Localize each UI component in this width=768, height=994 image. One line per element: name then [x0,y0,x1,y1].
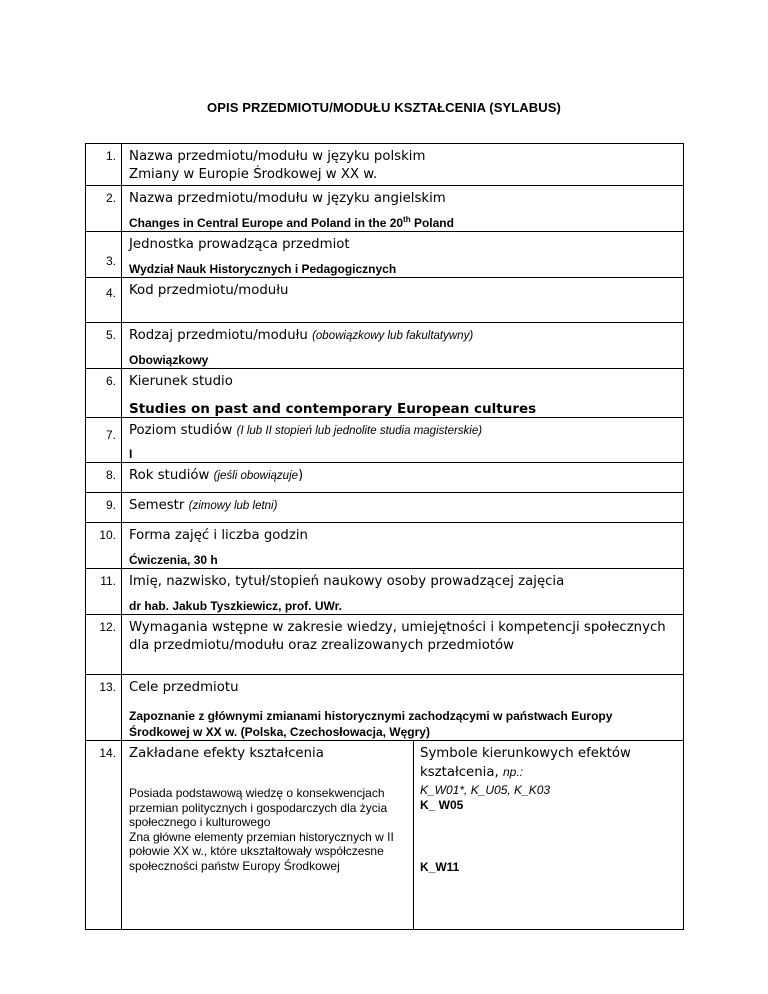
table-row [86,675,684,741]
row-label: Nazwa przedmiotu/modułu w języku polskim [129,149,426,164]
syllabus-table [85,143,684,930]
row-label: Nazwa przedmiotu/modułu w języku angielskim [129,191,446,206]
row-number: 9. [86,493,122,523]
table-row [86,369,684,418]
table-row [86,569,684,615]
row-value: I [129,447,133,461]
row-number: 8. [86,463,122,493]
row-number: 2. [86,186,122,232]
row-label: Imię, nazwisko, tytuł/stopień naukowy osoby prowadzącej zajęcia [129,574,565,589]
row-label: Forma zajęć i liczba godzin [129,528,308,543]
row-value: Zmiany w Europie Środkowej w XX w. [129,167,378,182]
table-row [86,186,684,232]
outcome-text: Posiada podstawową wiedzę o konsekwencjach przemian politycznych i gospodarczych dla życia społecznego i kulturowego [129,786,388,829]
row-label: Poziom studiów (I lub II stopień lub jednolite studia magisterskie) [129,423,483,438]
row-label: Cele przedmiotu [129,680,239,695]
row-label: Jednostka prowadząca przedmiot [129,237,350,252]
row-value: Ćwiczenia, 30 h [129,553,218,567]
row-number: 6. [86,369,122,418]
table-row [86,232,684,278]
table-row [86,418,684,463]
outcomes-section [122,741,683,929]
row-number: 12. [86,615,122,675]
row-number: 14. [86,741,122,930]
row-label: Kod przedmiotu/modułu [129,283,289,298]
symbols-example: K_W01*, K_U05, K_K03 [420,783,551,797]
row-label: Kierunek studio [129,374,233,389]
table-row [86,523,684,569]
row-label: Rodzaj przedmiotu/modułu (obowiązkowy lub fakultatywny) [129,328,474,343]
row-value: Studies on past and contemporary European cultures [129,401,537,417]
table-row [86,323,684,369]
outcome-text: Zna główne elementy przemian historycznych w II połowie XX w., które ukształtowały współczesne społeczności państw Europy Środkowej [129,829,394,873]
row-number: 10. [86,523,122,569]
row-value: Changes in Central Europe and Poland in the 20th Poland [129,215,454,230]
row-value: dr hab. Jakub Tyszkiewicz, prof. UWr. [129,599,342,613]
row-number: 4. [86,278,122,323]
table-row [86,493,684,523]
row-value: Zapoznanie z głównymi zmianami historycznymi zachodzącymi w państwach Europy Środkowej w XX w. (Polska, Czechosłowacja, Węgry) [129,709,613,739]
row-value: Obowiązkowy [129,353,209,367]
table-row [86,741,684,930]
row-number: 11. [86,569,122,615]
row-number: 7. [86,418,122,463]
row-label: Zakładane efekty kształcenia [129,746,324,761]
outcome-code: K_W11 [420,860,460,874]
outcome-code: K_ W05 [420,798,464,812]
row-number: 3. [86,232,122,278]
table-row [86,615,684,675]
table-row [86,278,684,323]
row-number: 13. [86,675,122,741]
row-label: Semestr (zimowy lub letni) [129,498,278,513]
row-label: Rok studiów (jeśli obowiązuje) [129,468,304,483]
symbols-label: Symbole kierunkowych efektów kształcenia, np.: [420,746,631,780]
page-title: OPIS PRZEDMIOTU/MODUŁU KSZTAŁCENIA (SYLABUS) [207,100,561,115]
row-label: Wymagania wstępne w zakresie wiedzy, umiejętności i kompetencji społecznych dla przedmiotu/modułu oraz zrealizowanych przedmiotów [129,620,666,653]
table-row [86,463,684,493]
row-value: Wydział Nauk Historycznych i Pedagogicznych [129,262,397,276]
table-row [86,144,684,186]
row-number: 1. [86,144,122,186]
row-number: 5. [86,323,122,369]
